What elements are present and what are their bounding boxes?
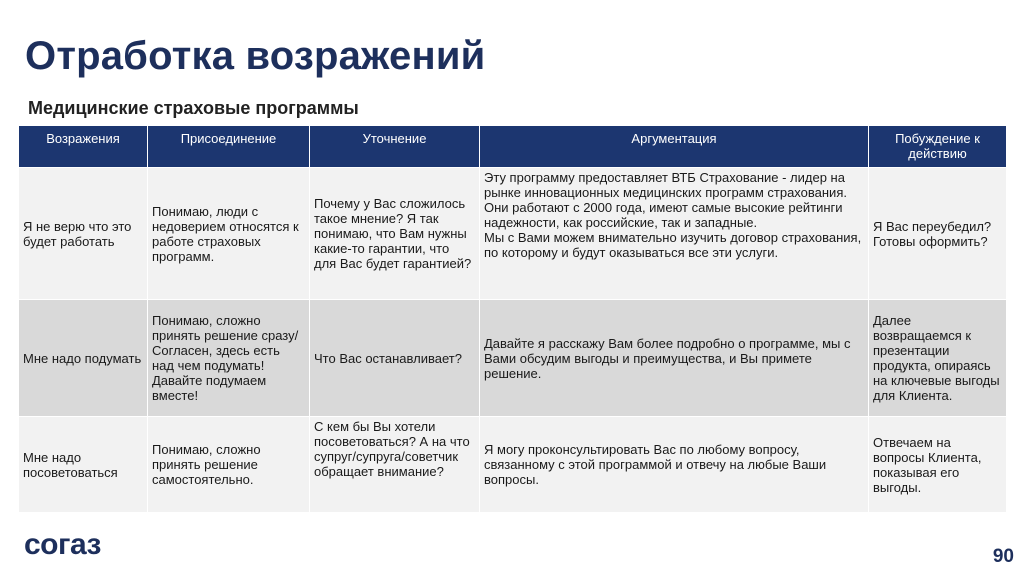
header-clarification: Уточнение	[310, 126, 480, 168]
table-cell: Эту программу предоставляет ВТБ Страхование - лидер на рынке инновационных медицинских программ страхования. Они работают с 2000 года, имеют самые высокие рейтинги надежности, как российские, так и западные. Мы с Вами можем внимательно изучить договор страхования, по которому и будут оказываться все эти услуги.	[480, 168, 869, 300]
sogaz-logo	[24, 527, 136, 561]
page-number: 90	[992, 546, 1014, 567]
table-row	[19, 300, 1007, 417]
table-cell: Мне надо подумать	[19, 300, 148, 417]
logo-text: согаз	[24, 528, 101, 561]
table-cell: Далее возвращаемся к презентации продукта, опираясь на ключевые выгоды для Клиента.	[869, 300, 1007, 417]
table-row	[19, 168, 1007, 300]
table-header-row	[19, 126, 1007, 168]
table-cell: С кем бы Вы хотели посоветоваться? А на что супруг/супруга/советчик обращает внимание?	[310, 417, 480, 513]
table-row	[19, 417, 1007, 513]
table-cell: Понимаю, сложно принять решение самостоятельно.	[148, 417, 310, 513]
table-cell: Понимаю, люди с недоверием относятся к работе страховых программ.	[148, 168, 310, 300]
table-cell: Почему у Вас сложилось такое мнение? Я так понимаю, что Вам нужны какие-то гарантии, что для Вас будет гарантией?	[310, 168, 480, 300]
table-cell: Что Вас останавливает?	[310, 300, 480, 417]
table-cell: Я Вас переубедил? Готовы оформить?	[869, 168, 1007, 300]
header-call-to-action: Побуждение к действию	[869, 126, 1007, 168]
header-joining: Присоединение	[148, 126, 310, 168]
header-objections: Возражения	[19, 126, 148, 168]
slide-title: Отработка возражений	[25, 34, 486, 78]
table-cell: Понимаю, сложно принять решение сразу/ Согласен, здесь есть над чем подумать! Давайте подумаем вместе!	[148, 300, 310, 417]
table-cell: Давайте я расскажу Вам более подробно о программе, мы с Вами обсудим выгоды и преимущества, и Вы примете решение.	[480, 300, 869, 417]
table-cell: Я могу проконсультировать Вас по любому вопросу, связанному с этой программой и отвечу на любые Ваши вопросы.	[480, 417, 869, 513]
table-cell: Я не верю что это будет работать	[19, 168, 148, 300]
header-argumentation: Аргументация	[480, 126, 869, 168]
objections-table	[18, 125, 1007, 513]
table-cell: Мне надо посоветоваться	[19, 417, 148, 513]
table-cell: Отвечаем на вопросы Клиента, показывая его выгоды.	[869, 417, 1007, 513]
slide-subtitle: Медицинские страховые программы	[28, 98, 359, 118]
